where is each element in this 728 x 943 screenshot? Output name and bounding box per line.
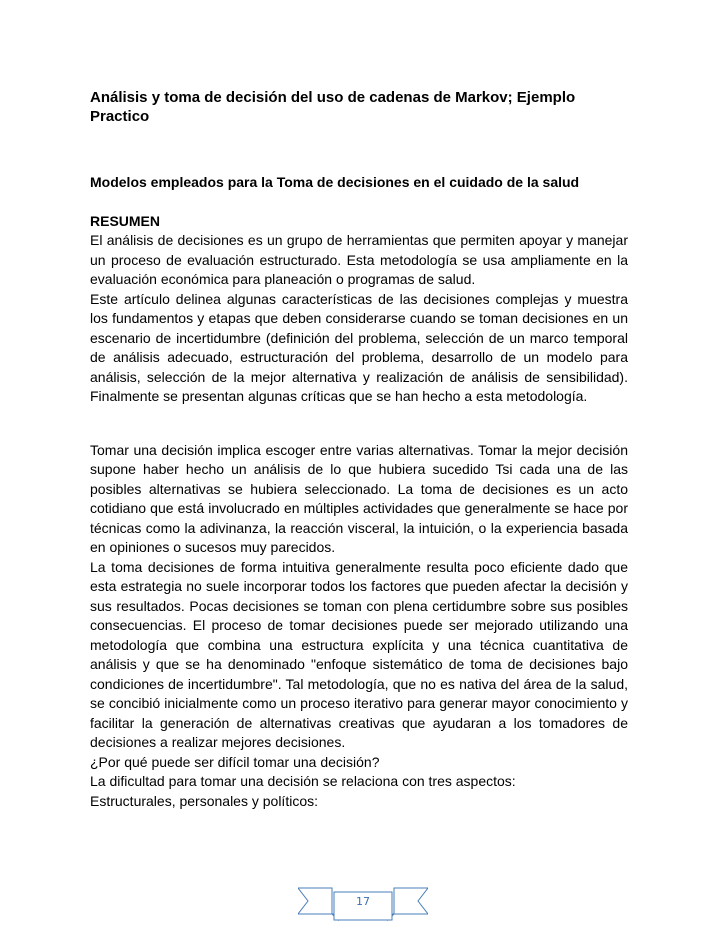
aspects-line: Estructurales, personales y políticos: [90,792,318,809]
resumen-paragraph-1: El análisis de decisiones es un grupo de herramientas que permiten apoyar y manejar un proceso de evaluación estructurado. Esta metodología se usa ampliamente en la evaluación económica para planeación o programas de salud. [90,232,628,287]
page-content [90,88,628,811]
body-paragraph-2: La toma decisiones de forma intuitiva generalmente resulta poco eficiente dado que esta estrategia no suele incorporar todos los factores que pueden afectar la decisión y sus resultados. Pocas decisiones se toman con plena certidumbre sobre sus posibles consecuencias. El proceso de tomar decisiones puede ser mejorado utilizando una metodología que combina una estructura explícita y una técnica cuantitativa de análisis y que se ha denominado "enfoque sistemático de toma de decisiones bajo condiciones de incertidumbre". Tal metodología, que no es nativa del área de la salud, se concibió inicialmente como un proceso iterativo para generar mayor conocimiento y facilitar la generación de alternativas creativas que ayudaran a los tomadores de decisiones a realizar mejores decisiones. [90,558,628,750]
section-subtitle: Modelos empleados para la Toma de decisiones en el cuidado de la salud [90,174,580,190]
document-title: Análisis y toma de decisión del uso de cadenas de Markov; Ejemplo Practico [90,89,576,125]
resumen-paragraph-2: Este artículo delinea algunas características de las decisiones complejas y muestra los fundamentos y etapas que deben considerarse cuando se toman decisiones en un escenario de incertidumbre (definición del problema, selección de un marco temporal de análisis adecuado, estructuración del problema, desarrollo de un modelo para análisis, selección de la mejor alternativa y realización de análisis de sensibilidad). Finalmente se presentan algunas críticas que se han hecho a esta metodología. [90,290,628,404]
difficulty-line: La dificultad para tomar una decisión se relaciona con tres aspectos: [90,773,516,789]
page-number-banner [298,884,428,924]
page-number: 17 [356,895,370,908]
resumen-heading: RESUMEN [90,213,161,229]
body-paragraph-1: Tomar una decisión implica escoger entre varias alternativas. Tomar la mejor decisión supone haber hecho un análisis de lo que hubiera sucedido Tsi cada una de las posibles alternativas se hubiera seleccionado. La toma de decisiones es un acto cotidiano que está involucrado en múltiples actividades que generalmente se hace por técnicas como la adivinanza, la reacción visceral, la intuición, o la experiencia basada en opiniones o sucesos muy parecidos. [90,441,628,555]
question-line: ¿Por qué puede ser difícil tomar una decisión? [90,753,380,770]
